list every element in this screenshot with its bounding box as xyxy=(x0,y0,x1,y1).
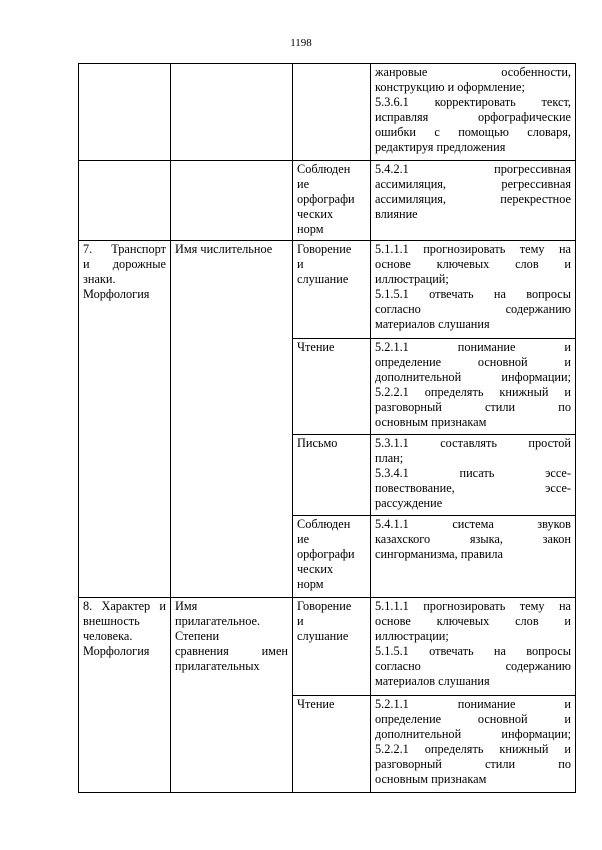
objective-line: ассимиляция, регрессивная xyxy=(375,177,571,191)
objective-line: основным признакам xyxy=(375,415,487,429)
skill-line: Соблюден xyxy=(297,162,351,176)
skill-cell xyxy=(293,339,371,435)
objective-line: согласно содержанию xyxy=(375,302,571,316)
skill-line: Письмо xyxy=(297,436,338,450)
objective-line: 5.4.2.1 прогрессивная xyxy=(375,162,571,176)
objective-line: 5.3.4.1 писать эссе- xyxy=(375,466,571,480)
objective-line: основе ключевых слов и xyxy=(375,257,571,271)
topic-line: сравнения имен xyxy=(175,644,288,658)
objectives-cell xyxy=(371,516,576,598)
objective-line: 5.2.1.1 понимание и xyxy=(375,697,571,711)
objective-line: 5.4.1.1 система звуков xyxy=(375,517,571,531)
topic-cell xyxy=(171,64,293,161)
skill-line: ческих xyxy=(297,207,334,221)
skill-cell xyxy=(293,516,371,598)
skill-cell xyxy=(293,598,371,696)
objectives-cell xyxy=(371,696,576,793)
skill-line: ие xyxy=(297,532,310,546)
theme-line: знаки. xyxy=(83,272,116,286)
theme-line: 7. Транспорт xyxy=(83,242,166,256)
objective-line: сингорманизма, правила xyxy=(375,547,503,561)
theme-cell xyxy=(79,241,171,598)
objective-line: 5.1.1.1 прогнозировать тему на xyxy=(375,599,571,613)
objective-line: 5.1.5.1 отвечать на вопросы xyxy=(375,287,571,301)
objective-line: материалов слушания xyxy=(375,674,490,688)
skill-line: и xyxy=(297,614,304,628)
objective-line: материалов слушания xyxy=(375,317,490,331)
objective-line: 5.3.6.1 корректировать текст, xyxy=(375,95,571,109)
objectives-cell xyxy=(371,598,576,696)
objective-line: основным признакам xyxy=(375,772,487,786)
objective-line: 5.1.1.1 прогнозировать тему на xyxy=(375,242,571,256)
table-row xyxy=(79,241,576,339)
objective-line: ассимиляция, перекрестное xyxy=(375,192,571,206)
objective-line: иллюстраций; xyxy=(375,272,449,286)
objective-line: 5.2.1.1 понимание и xyxy=(375,340,571,354)
skill-line: Соблюден xyxy=(297,517,351,531)
objectives-cell xyxy=(371,241,576,339)
skill-line: Чтение xyxy=(297,697,335,711)
objective-line: исправляя орфографические xyxy=(375,110,571,124)
objective-line: казахского языка, закон xyxy=(375,532,571,546)
topic-cell xyxy=(171,161,293,241)
objectives-cell xyxy=(371,161,576,241)
skill-cell xyxy=(293,435,371,516)
topic-line: Степени xyxy=(175,629,220,643)
skill-line: и xyxy=(297,257,304,271)
objective-line: определение основной и xyxy=(375,712,571,726)
topic-line: прилагательных xyxy=(175,659,260,673)
topic-line: прилагательное. xyxy=(175,614,261,628)
objective-line: определение основной и xyxy=(375,355,571,369)
theme-line: и дорожные xyxy=(83,257,166,271)
objective-line: 5.1.5.1 отвечать на вопросы xyxy=(375,644,571,658)
table-row xyxy=(79,161,576,241)
objective-line: жанровые особенности, xyxy=(375,65,571,79)
table-row xyxy=(79,64,576,161)
skill-cell xyxy=(293,161,371,241)
skill-line: Говорение xyxy=(297,599,352,613)
skill-line: норм xyxy=(297,222,324,236)
objective-line: ошибки с помощью словаря, xyxy=(375,125,571,139)
objective-line: редактируя предложения xyxy=(375,140,506,154)
skill-line: орфографи xyxy=(297,547,355,561)
objective-line: основе ключевых слов и xyxy=(375,614,571,628)
skill-line: Говорение xyxy=(297,242,352,256)
objective-line: повествование, эссе- xyxy=(375,481,571,495)
theme-line: Морфология xyxy=(83,644,150,658)
skill-line: слушание xyxy=(297,629,349,643)
skill-line: Чтение xyxy=(297,340,335,354)
theme-line: Морфология xyxy=(83,287,150,301)
theme-cell xyxy=(79,598,171,793)
skill-cell xyxy=(293,696,371,793)
objective-line: дополнительной информации; xyxy=(375,727,571,741)
skill-line: орфографи xyxy=(297,192,355,206)
theme-cell xyxy=(79,161,171,241)
objective-line: рассуждение xyxy=(375,496,443,510)
objective-line: 5.2.2.1 определять книжный и xyxy=(375,742,571,756)
table-row xyxy=(79,598,576,696)
objective-line: дополнительной информации; xyxy=(375,370,571,384)
curriculum-table xyxy=(78,63,576,793)
objective-line: конструкцию и оформление; xyxy=(375,80,525,94)
objective-line: 5.2.2.1 определять книжный и xyxy=(375,385,571,399)
objective-line: согласно содержанию xyxy=(375,659,571,673)
theme-line: внешность xyxy=(83,614,140,628)
skill-line: ие xyxy=(297,177,310,191)
objective-line: влияние xyxy=(375,207,418,221)
topic-line: Имя xyxy=(175,599,198,613)
skill-cell xyxy=(293,64,371,161)
topic-cell xyxy=(171,241,293,598)
objectives-cell xyxy=(371,435,576,516)
skill-line: норм xyxy=(297,577,324,591)
objective-line: разговорный стили по xyxy=(375,400,571,414)
topic-line: Имя числительное xyxy=(175,242,273,256)
objective-line: иллюстрации; xyxy=(375,629,449,643)
objectives-cell xyxy=(371,339,576,435)
theme-cell xyxy=(79,64,171,161)
topic-cell xyxy=(171,598,293,793)
skill-line: ческих xyxy=(297,562,334,576)
theme-line: 8. Характер и xyxy=(83,599,166,613)
objective-line: план; xyxy=(375,451,404,465)
objectives-cell xyxy=(371,64,576,161)
theme-line: человека. xyxy=(83,629,133,643)
page-number: 1198 xyxy=(290,37,312,49)
objective-line: 5.3.1.1 составлять простой xyxy=(375,436,571,450)
skill-line: слушание xyxy=(297,272,349,286)
skill-cell xyxy=(293,241,371,339)
objective-line: разговорный стили по xyxy=(375,757,571,771)
